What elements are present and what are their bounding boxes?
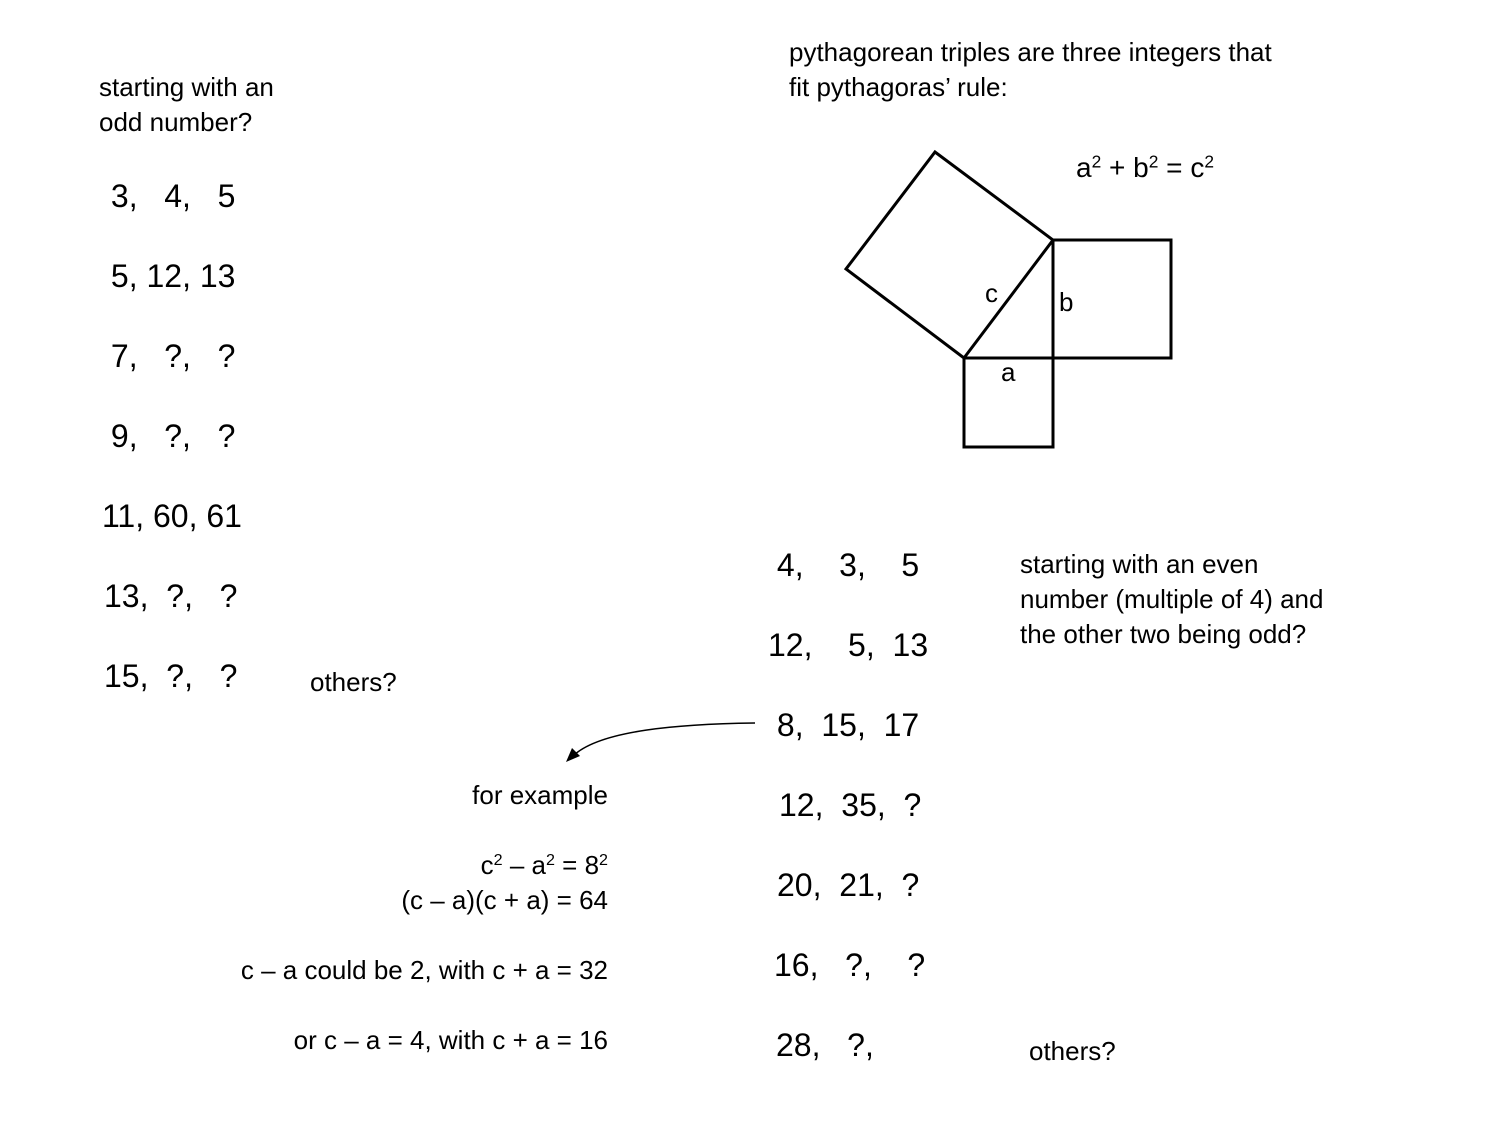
odd-row: 9, ?, ? xyxy=(102,418,236,454)
example-line-3: c – a could be 2, with c + a = 32 xyxy=(240,955,608,985)
example-equation-2: (c – a)(c + a) = 64 xyxy=(401,885,608,915)
even-row: 12, 5, 13 xyxy=(768,627,929,663)
odd-row: 15, ?, ? xyxy=(104,658,238,694)
even-row: 8, 15, 17 xyxy=(768,707,920,743)
label-c: c xyxy=(985,278,998,308)
odd-row: 5, 12, 13 xyxy=(102,258,236,294)
odd-row: 3, 4, 5 xyxy=(102,178,236,214)
example-line-4: or c – a = 4, with c + a = 16 xyxy=(293,1025,608,1055)
intro-line-2: fit pythagoras’ rule: xyxy=(789,72,1008,102)
even-heading-3: the other two being odd? xyxy=(1020,619,1307,649)
example-title: for example xyxy=(472,780,608,810)
even-others: others? xyxy=(1029,1036,1116,1066)
odd-heading-1: starting with an xyxy=(99,72,274,102)
even-row: 20, 21, ? xyxy=(777,867,920,903)
odd-row: 11, 60, 61 xyxy=(102,498,242,534)
odd-others: others? xyxy=(310,667,397,697)
example-arrow xyxy=(573,723,755,756)
label-b: b xyxy=(1059,287,1074,317)
pythagoras-formula: $a^2 + b^2 = c^2$ xyxy=(1076,151,1214,183)
odd-row: 13, ?, ? xyxy=(104,578,238,614)
odd-heading-2: odd number? xyxy=(99,107,253,137)
square-c xyxy=(846,152,1053,358)
arrowhead-icon xyxy=(566,748,580,762)
even-row: 4, 3, 5 xyxy=(768,547,920,583)
even-row: 12, 35, ? xyxy=(779,787,922,823)
label-a: a xyxy=(1001,357,1016,387)
even-row: 28, ?, xyxy=(776,1027,874,1063)
example-equation-1: $c^2 - a^2 = 8^2$ xyxy=(480,850,608,880)
even-heading-2: number (multiple of 4) and xyxy=(1020,584,1324,614)
even-row: 16, ?, ? xyxy=(774,947,926,983)
odd-row: 7, ?, ? xyxy=(102,338,236,374)
even-heading-1: starting with an even xyxy=(1020,549,1259,579)
intro-line-1: pythagorean triples are three integers that xyxy=(789,37,1272,67)
